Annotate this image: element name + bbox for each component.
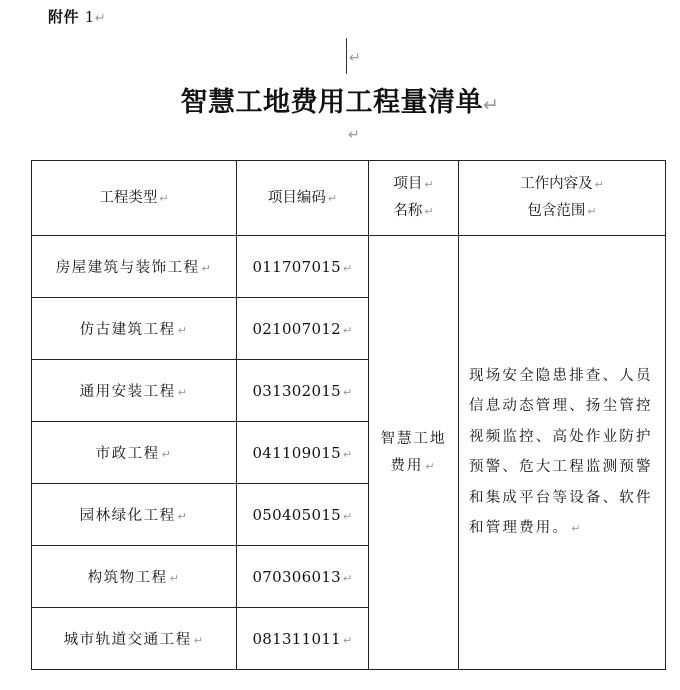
paragraph-mark-icon: ↵: [424, 178, 434, 191]
paragraph-mark-icon: ↵: [343, 509, 353, 523]
code-cell: 070306013 ↵: [237, 546, 369, 608]
paragraph-mark-icon: ↵: [594, 178, 604, 191]
paragraph-mark-icon: ↵: [425, 459, 437, 473]
document-title: [0, 80, 680, 119]
type-cell: 房屋建筑与装饰工程 ↵: [32, 236, 237, 298]
title-text: 智慧工地费用工程量清单: [180, 87, 484, 118]
paragraph-mark-icon: ↵: [587, 205, 597, 218]
paragraph-mark-icon: ↵: [343, 261, 353, 275]
header-code: 项目编码 ↵: [237, 161, 369, 236]
paragraph-mark-icon: ↵: [571, 522, 583, 535]
type-cell: 仿古建筑工程 ↵: [32, 298, 237, 360]
header-type: 工程类型 ↵: [32, 161, 237, 236]
paragraph-mark-icon: ↵: [177, 324, 189, 337]
code-cell: 050405015 ↵: [237, 484, 369, 546]
paragraph-mark-icon: ↵: [424, 205, 434, 218]
header-name: 项目 ↵ 名称 ↵: [369, 161, 459, 236]
code-cell: 031302015 ↵: [237, 360, 369, 422]
paragraph-mark-icon: ↵: [201, 262, 213, 275]
text-cursor: [346, 38, 347, 74]
paragraph-mark-icon: ↵: [177, 386, 189, 399]
paragraph-mark-icon: ↵: [169, 572, 181, 585]
code-cell: 021007012 ↵: [237, 298, 369, 360]
quantity-list-table: [31, 160, 666, 670]
paragraph-mark-icon: ↵: [94, 11, 107, 26]
paragraph-mark-icon: ↵: [193, 634, 205, 647]
paragraph-mark-icon: ↵: [348, 127, 360, 143]
paragraph-mark-icon: ↵: [483, 94, 500, 116]
paragraph-mark-icon: ↵: [349, 50, 361, 66]
type-cell: 园林绿化工程 ↵: [32, 484, 237, 546]
header-content: 工作内容及 ↵ 包含范围 ↵: [459, 161, 666, 236]
attachment-number: 1: [84, 8, 95, 26]
code-cell: 081311011 ↵: [237, 608, 369, 670]
attachment-label: [48, 6, 106, 27]
table-header-row: [32, 161, 666, 236]
table-row: [32, 236, 666, 298]
paragraph-mark-icon: ↵: [343, 447, 353, 461]
code-cell: 041109015 ↵: [237, 422, 369, 484]
type-cell: 通用安装工程 ↵: [32, 360, 237, 422]
paragraph-mark-icon: ↵: [159, 191, 169, 205]
paragraph-mark-icon: ↵: [343, 633, 353, 647]
paragraph-mark-icon: ↵: [343, 323, 353, 337]
paragraph-mark-icon: ↵: [161, 448, 173, 461]
paragraph-mark-icon: ↵: [343, 571, 353, 585]
project-name-cell: 智慧工地 费用 ↵: [369, 236, 459, 670]
work-content-cell: 现场安全隐患排查、人员信息动态管理、扬尘管控视频监控、高处作业防护预警、危大工程监测预警和集成平台等设备、软件和管理费用。 ↵: [459, 236, 666, 670]
type-cell: 市政工程 ↵: [32, 422, 237, 484]
paragraph-mark-icon: ↵: [327, 191, 338, 205]
attachment-text: 附件: [48, 8, 80, 26]
paragraph-mark-icon: ↵: [177, 510, 189, 523]
type-cell: 城市轨道交通工程 ↵: [32, 608, 237, 670]
code-cell: 011707015 ↵: [237, 236, 369, 298]
type-cell: 构筑物工程 ↵: [32, 546, 237, 608]
paragraph-mark-icon: ↵: [343, 385, 353, 399]
